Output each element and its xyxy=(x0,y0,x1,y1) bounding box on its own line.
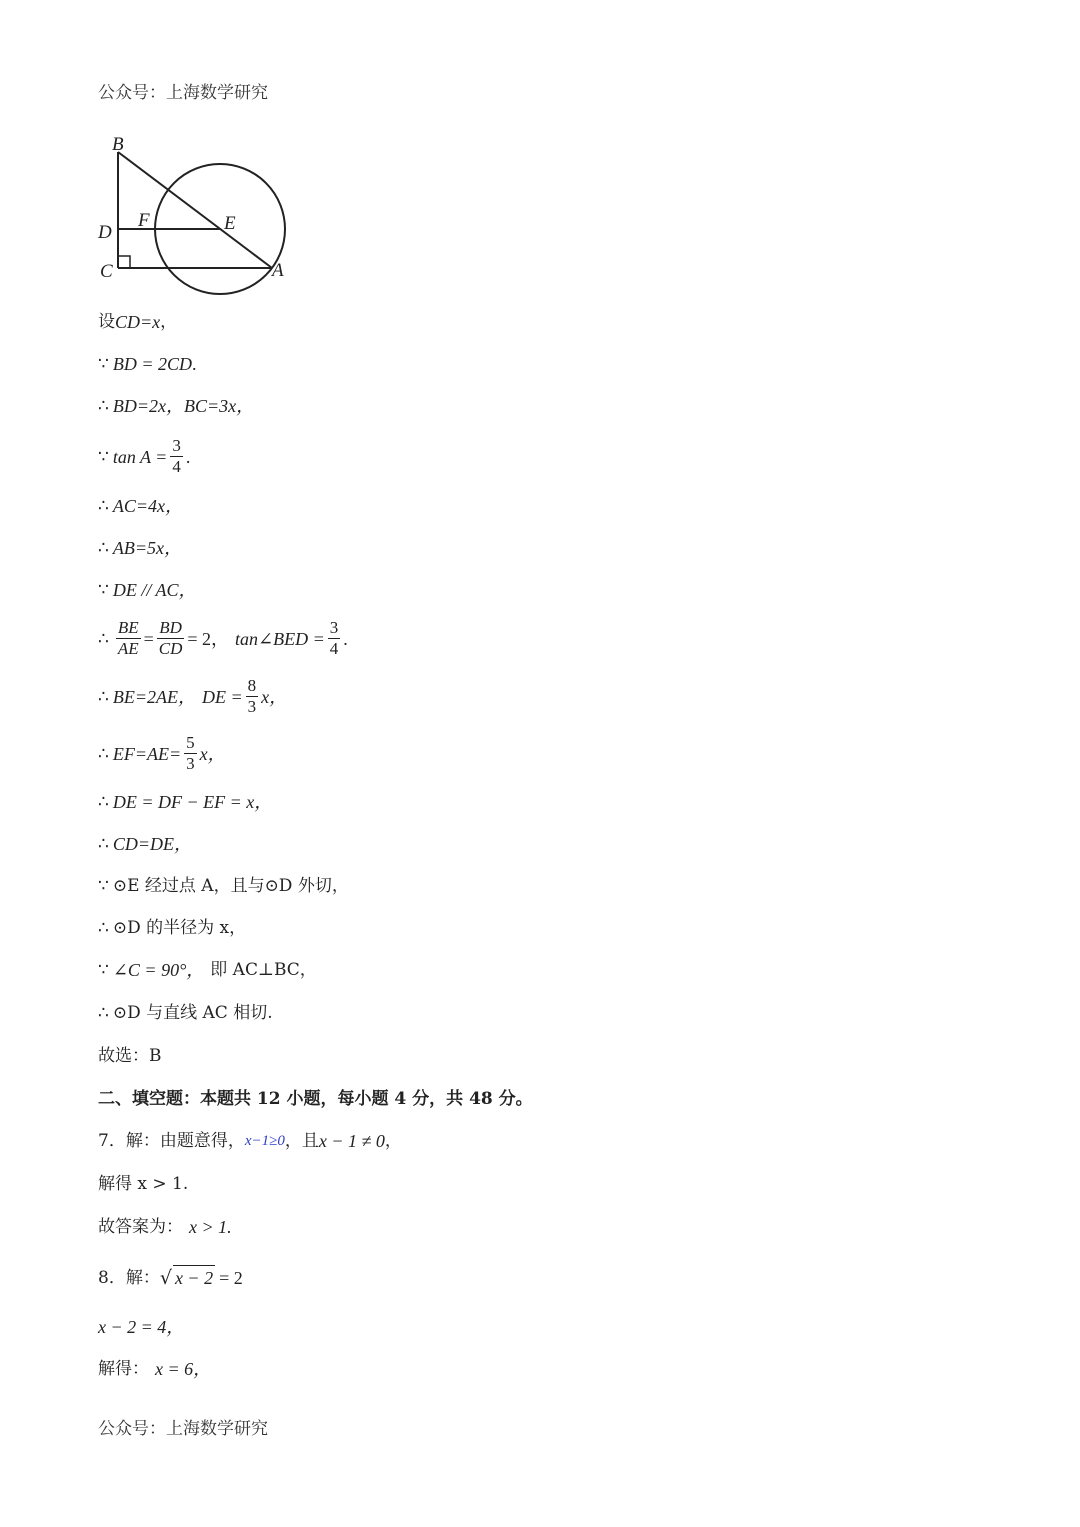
step-7: ∵ DE // AC， xyxy=(98,580,197,600)
fraction: $\frac{BE}{AE}$ xyxy=(117,618,139,658)
q8-line-2: x − 2 = 4， xyxy=(98,1317,185,1337)
step-14: ∴ ⊙D 的半径为 x， xyxy=(98,918,247,938)
label-f: F xyxy=(138,210,150,231)
step-1: 设 CD=x ， xyxy=(98,312,178,332)
fraction: $\frac{3}{4}$ xyxy=(329,618,339,658)
step-5: ∴ AC=4x， xyxy=(98,496,183,516)
q8-line-3: 解得： x = 6， xyxy=(98,1359,212,1379)
right-angle-mark xyxy=(118,256,130,268)
fraction: $\frac{5}{3}$ xyxy=(186,733,195,773)
label-e: E xyxy=(224,213,236,234)
step-10: ∴ EF=AE= $\frac{5}{3}$ x， xyxy=(98,733,226,773)
section-2-heading: 二、填空题：本题共 12 小题，每小题 4 分，共 48 分。 xyxy=(98,1089,533,1109)
step-4: ∵ tan A = $\frac{3}{4}$ . xyxy=(98,436,191,476)
step-8: ∴ $\frac{BE}{AE}$ = $\frac{BD}{CD}$ = 2， tan∠BED = $\frac{3}{4}$ . xyxy=(98,618,348,658)
highlighted-condition: x−1≥0 xyxy=(244,1133,285,1149)
step-11: ∴ DE = DF − EF = x， xyxy=(98,792,273,812)
step-9: ∴ BE=2AE， DE = $\frac{8}{3}$ x， xyxy=(98,676,288,716)
label-d: D xyxy=(98,222,112,243)
because-symbol: ∵ xyxy=(98,354,109,374)
step-16: ∴ ⊙D 与直线 AC 相切. xyxy=(98,1003,273,1023)
step-6: ∴ AB=5x， xyxy=(98,538,182,558)
step-15: ∵ ∠C = 90°， 即 AC⊥BC， xyxy=(98,960,317,980)
q7-line-2: 解得 x > 1. xyxy=(98,1174,189,1194)
therefore-symbol: ∴ xyxy=(98,396,109,416)
q7-line-1: 7．解：由题意得， x−1≥0 ，且 x − 1 ≠ 0 ， xyxy=(98,1131,402,1151)
q7-line-3: 故答案为： x > 1. xyxy=(98,1217,232,1237)
answer-choice: 故选：B xyxy=(98,1046,162,1066)
step-12: ∴ CD=DE， xyxy=(98,834,192,854)
page-footer: 公众号：上海数学研究 xyxy=(98,1419,268,1439)
geometry-figure xyxy=(94,130,294,300)
fraction: $\frac{BD}{CD}$ xyxy=(158,618,183,658)
step-3: ∴ BD=2x，BC=3x， xyxy=(98,396,255,416)
label-a: A xyxy=(272,260,284,281)
fraction: $\frac{8}{3}$ xyxy=(247,676,257,716)
step-2: ∵ BD = 2CD . xyxy=(98,354,197,374)
page-header: 公众号：上海数学研究 xyxy=(98,83,268,103)
step-13: ∵ ⊙E 经过点 A，且与⊙D 外切， xyxy=(98,876,349,896)
radical-sign: √ xyxy=(159,1266,172,1289)
label-b: B xyxy=(112,134,124,155)
label-c: C xyxy=(100,261,113,282)
q8-line-1: 8．解： √ x − 2 = 2 xyxy=(98,1266,243,1289)
fraction: $\frac{3}{4}$ xyxy=(172,436,181,476)
